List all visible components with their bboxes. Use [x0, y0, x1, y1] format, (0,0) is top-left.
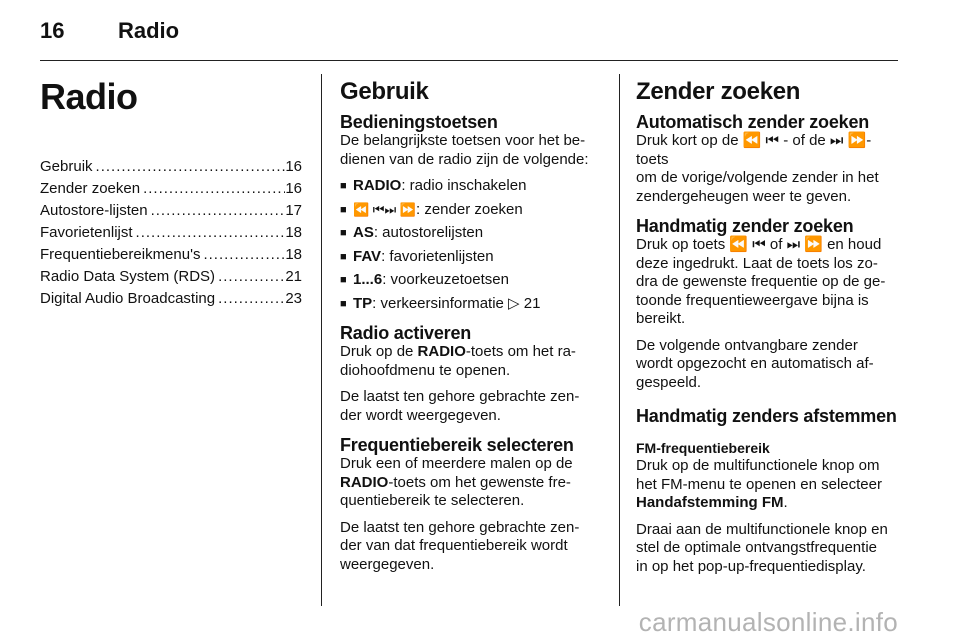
toc-entry[interactable] — [40, 244, 302, 266]
gebruik-column — [340, 70, 602, 582]
running-header: Radio — [118, 18, 180, 43]
toc-column — [40, 70, 302, 310]
toc-entry[interactable] — [40, 156, 302, 178]
page-number: 16 — [40, 18, 65, 43]
toc-entry[interactable] — [40, 288, 302, 310]
paragraph: Druk op de RADIO-toets om het ra- diohoofdmenu te openen. — [340, 343, 576, 379]
zender-zoeken-column — [636, 70, 900, 584]
toc-entry[interactable] — [40, 200, 302, 222]
column-divider-2 — [619, 74, 620, 606]
toc-entry-label: Radio Data System (RDS) — [40, 268, 216, 285]
toc-entry-page: 21 — [285, 268, 302, 285]
chapter-title: Radio — [40, 76, 138, 117]
paragraph: Draai aan de multifunctionele knop en stel de optimale ontvangstfrequentie in op het pop-up-frequentiedisplay. — [636, 520, 888, 575]
toc-entry-label: Gebruik — [40, 158, 93, 175]
bullet-square-icon: ■ — [340, 297, 347, 310]
bullet-square-icon: ■ — [340, 274, 347, 286]
heading-frequentiebereik: Frequentiebereik selecteren — [340, 435, 574, 455]
toc-entry-label: Zender zoeken — [40, 180, 141, 197]
subheading-fm: FM-frequentiebereik — [636, 440, 770, 456]
section-title-gebruik: Gebruik — [340, 78, 429, 105]
paragraph: De laatst ten gehore gebrachte zen- der wordt weergegeven. — [340, 388, 580, 424]
toc-entry-page: 17 — [285, 202, 302, 219]
heading-handmatig-zoeken: Handmatig zender zoeken — [636, 216, 854, 236]
header-rule — [40, 60, 898, 61]
bullet-square-icon: ■ — [340, 250, 347, 263]
list-item: ■ 1...6: voorkeuzetoetsen — [340, 271, 509, 288]
paragraph: Druk kort op de ⏪ ⏮ - of de ⏭ ⏩-toets om de vorige/volgende zender in het zendergeheugen weer te geven. — [636, 132, 879, 205]
toc-entry-page: 23 — [285, 290, 302, 307]
heading-bedieningstoetsen: Bedieningstoetsen — [340, 112, 498, 132]
bullet-square-icon: ■ — [340, 227, 347, 239]
toc-entry[interactable] — [40, 222, 302, 244]
toc-entry-label: Digital Audio Broadcasting — [40, 290, 216, 307]
paragraph: Druk op de multifunctionele knop om het FM-menu te openen en selecteer Handafstemming FM. — [636, 457, 882, 511]
list-item: ■ ⏪ ⏮⏭ ⏩: zender zoeken — [340, 200, 523, 218]
column-divider-1 — [321, 74, 322, 606]
toc-entry-page: 18 — [285, 246, 302, 263]
section-title-zender-zoeken: Zender zoeken — [636, 78, 801, 105]
list-item: ■ AS: autostorelijsten — [340, 224, 484, 241]
toc-entry[interactable] — [40, 178, 302, 200]
watermark: carmanualsonline.info — [638, 607, 898, 637]
paragraph: De laatst ten gehore gebrachte zen- der van dat frequentiebereik wordt weergegeven. — [340, 518, 580, 573]
list-item: ■ TP: verkeersinformatie ▷ 21 — [340, 294, 541, 312]
paragraph-intro: De belangrijkste toetsen voor het be- dienen van de radio zijn de volgende: — [340, 132, 589, 168]
toc-entry-label: Frequentiebereikmenu's — [40, 246, 201, 263]
list-item: ■ FAV: favorietenlijsten — [340, 247, 494, 265]
toc-entry-page: 18 — [285, 224, 302, 241]
bullet-square-icon: ■ — [340, 180, 347, 192]
paragraph: Druk op toets ⏪ ⏮ of ⏭ ⏩ en houd deze ingedrukt. Laat de toets los zo- dra de gewenste frequentie op de ge- toonde frequentieweergave bijna is bereikt. — [636, 236, 886, 327]
heading-automatisch: Automatisch zender zoeken — [636, 112, 870, 132]
bullet-square-icon: ■ — [340, 203, 347, 216]
toc-entry-label: Favorietenlijst — [40, 224, 133, 241]
list-item: ■ RADIO: radio inschakelen — [340, 177, 527, 194]
toc-entry-page: 16 — [285, 158, 302, 175]
heading-radio-activeren: Radio activeren — [340, 323, 472, 343]
toc-entry-label: Autostore-lijsten — [40, 202, 148, 219]
paragraph: Druk een of meerdere malen op de RADIO-toets om het gewenste fre- quentiebereik te selecteren. — [340, 455, 573, 509]
seek-buttons-icon: ⏪ ⏮⏭ ⏩ — [353, 201, 416, 217]
page-reference-link[interactable]: : verkeersinformatie ▷ 21 — [372, 294, 541, 312]
toc-entry[interactable] — [40, 266, 302, 288]
toc-entry-page: 16 — [285, 180, 302, 197]
toc-list — [40, 156, 302, 310]
paragraph: De volgende ontvangbare zender wordt opgezocht en automatisch af- gespeeld. — [636, 336, 874, 391]
heading-afstemmen: Handmatig zenders afstemmen — [636, 406, 897, 426]
